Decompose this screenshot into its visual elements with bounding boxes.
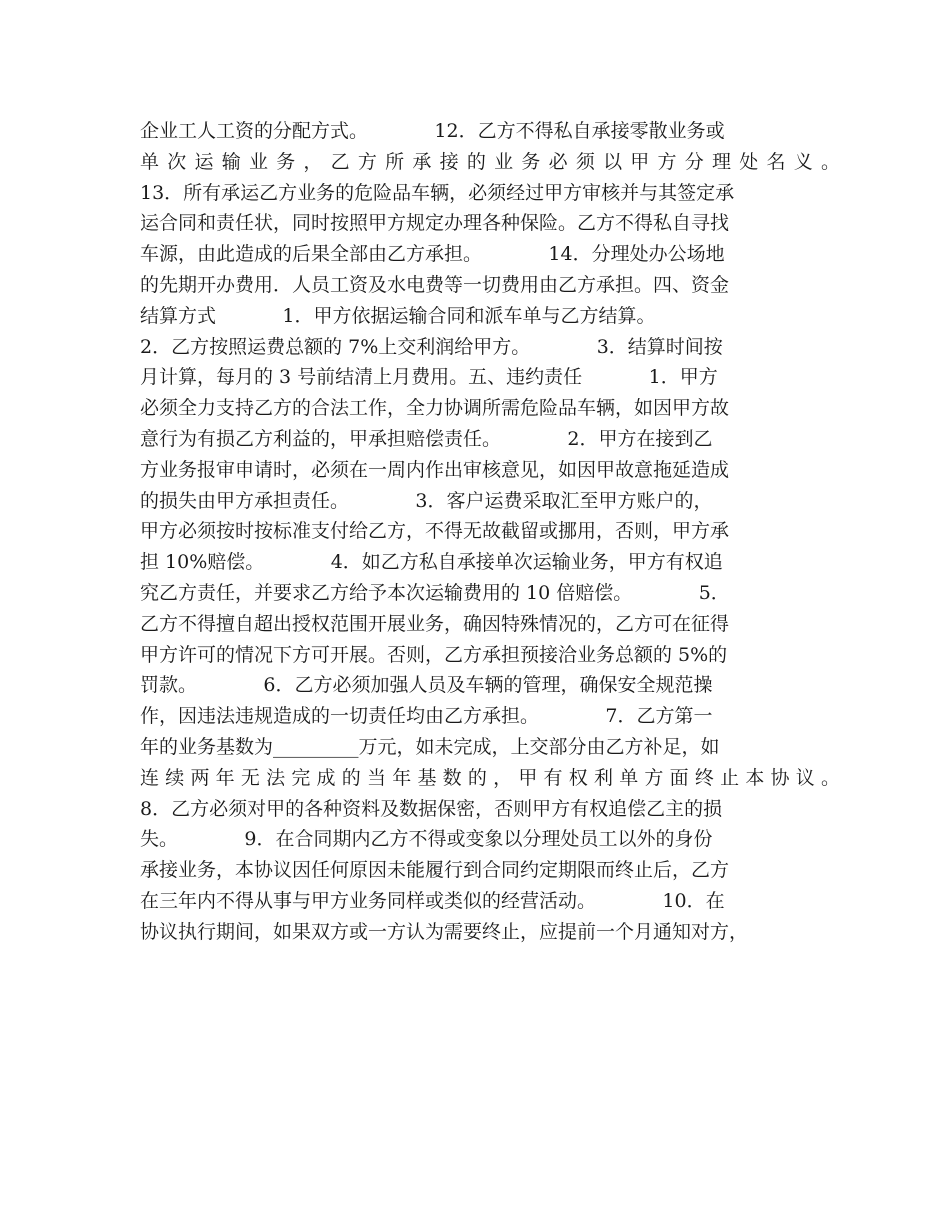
text-line: 协议执行期间，如果双方或一方认为需要终止，应提前一个月通知对方，: [140, 920, 749, 943]
text-line: 担 10%赔偿。 4．如乙方私自承接单次运输业务，甲方有权追: [140, 551, 723, 574]
contract-body-text: [140, 116, 840, 948]
text-line: 承接业务，本协议因任何原因未能履行到合同约定期限而终止后，乙方: [140, 859, 730, 882]
text-line: 作，因违法违规造成的一切责任均由乙方承担。 7．乙方第一: [140, 705, 713, 728]
text-line: 企业工人工资的分配方式。 12．乙方不得私自承接零散业务或: [140, 120, 725, 142]
text-line: 在三年内不得从事与甲方业务同样或类似的经营活动。 10．在: [140, 889, 725, 912]
text-line: 乙方不得擅自超出授权范围开展业务，确因特殊情况的，乙方可在征得: [140, 612, 730, 635]
text-line: 连续两年无法完成的当年基数的，甲有权利单方面终止本协议。: [140, 766, 840, 789]
text-line: 运合同和责任状，同时按照甲方规定办理各种保险。乙方不得私自寻找: [140, 212, 730, 235]
text-line: 结算方式 1．甲方依据运输合同和派车单与乙方结算。: [140, 304, 656, 327]
text-line: 罚款。 6．乙方必须加强人员及车辆的管理，确保安全规范操: [140, 674, 713, 697]
text-line: 2．乙方按照运费总额的 7%上交利润给甲方。 3．结算时间按: [140, 335, 723, 358]
text-line: 失。 9．在合同期内乙方不得或变象以分理处员工以外的身份: [140, 828, 713, 851]
text-line: 车源，由此造成的后果全部由乙方承担。 14．分理处办公场地: [140, 243, 725, 266]
text-line: 13．所有承运乙方业务的危险品车辆，必须经过甲方审核并与其签定承: [140, 181, 735, 204]
text-line: 单次运输业务，乙方所承接的业务必须以甲方分理处名义。: [140, 150, 840, 173]
text-line: 月计算，每月的 3 号前结清上月费用。五、违约责任 1．甲方: [140, 366, 718, 389]
text-line: 的先期开办费用．人员工资及水电费等一切费用由乙方承担。四、资金: [140, 273, 730, 296]
text-line: 甲方必须按时按标准支付给乙方，不得无故截留或挪用，否则，甲方承: [140, 520, 730, 543]
text-line: 方业务报审申请时，必须在一周内作出审核意见，如因甲故意拖延造成: [140, 458, 730, 481]
text-line: 必须全力支持乙方的合法工作，全力协调所需危险品车辆，如因甲方故: [140, 397, 730, 420]
text-line: 8．乙方必须对甲的各种资料及数据保密，否则甲方有权追偿乙主的损: [140, 797, 723, 820]
text-line: 年的业务基数为_________万元，如未完成，上交部分由乙方补足，如: [140, 735, 720, 758]
text-line: 究乙方责任，并要求乙方给予本次运输费用的 10 倍赔偿。 5．: [140, 581, 730, 604]
text-line: 甲方许可的情况下方可开展。否则，乙方承担预接洽业务总额的 5%的: [140, 643, 728, 666]
text-line: 的损失由甲方承担责任。 3．客户运费采取汇至甲方账户的，: [140, 489, 713, 512]
text-line: 意行为有损乙方利益的，甲承担赔偿责任。 2．甲方在接到乙: [140, 427, 713, 450]
